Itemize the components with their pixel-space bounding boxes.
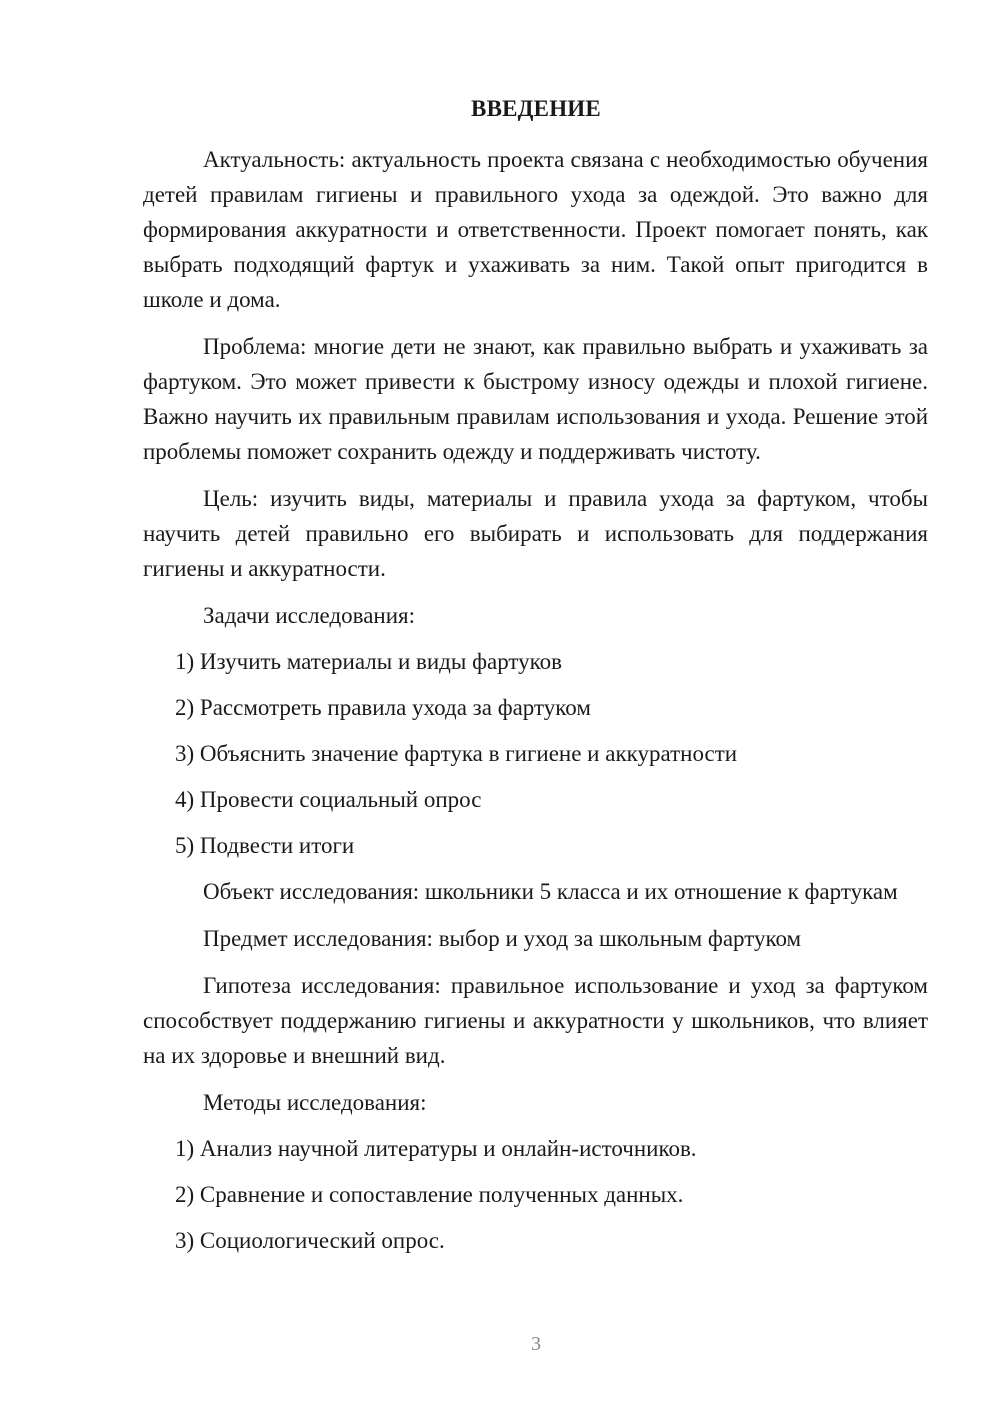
list-item: 3) Социологический опрос. <box>175 1228 445 1253</box>
paragraph-relevance: Актуальность: актуальность проекта связана с необходимостью обучения детей правилам гигиены и правильного ухода за одеждой. Это важно для формирования аккуратности и ответственности. Проект помогает понять, как выбрать подходящий фартук и ухаживать за ним. Такой опыт пригодится в школе и дома. <box>143 147 928 312</box>
paragraph-hypothesis: Гипотеза исследования: правильное использование и уход за фартуком способствует поддержанию гигиены и аккуратности у школьников, что влияет на их здоровье и внешний вид. <box>143 973 928 1068</box>
list-item: 4) Провести социальный опрос <box>175 787 482 812</box>
list-item: 1) Анализ научной литературы и онлайн-источников. <box>175 1136 697 1161</box>
document-body <box>143 142 928 1269</box>
list-item: 1) Изучить материалы и виды фартуков <box>175 649 563 674</box>
list-item: 2) Рассмотреть правила ухода за фартуком <box>175 695 591 720</box>
paragraph-problem: Проблема: многие дети не знают, как правильно выбрать и ухаживать за фартуком. Это может привести к быстрому износу одежды и плохой гигиене. Важно научить их правильным правилам использования и ухода. Решение этой проблемы поможет сохранить одежду и поддерживать чистоту. <box>143 334 928 464</box>
methods-list <box>143 1131 928 1258</box>
tasks-label: Задачи исследования: <box>203 603 416 628</box>
paragraph-subject: Предмет исследования: выбор и уход за школьным фартуком <box>203 926 802 951</box>
page-number: 3 <box>531 1333 541 1355</box>
list-item: 3) Объяснить значение фартука в гигиене и аккуратности <box>175 741 738 766</box>
list-item: 2) Сравнение и сопоставление полученных данных. <box>175 1182 684 1207</box>
methods-label: Методы исследования: <box>203 1090 427 1115</box>
paragraph-goal: Цель: изучить виды, материалы и правила ухода за фартуком, чтобы научить детей правильно его выбирать и использовать для поддержания гигиены и аккуратности. <box>143 486 928 581</box>
paragraph-object: Объект исследования: школьники 5 класса и их отношение к фартукам <box>203 879 898 904</box>
list-item: 5) Подвести итоги <box>175 833 355 858</box>
page-title: ВВЕДЕНИЕ <box>471 96 601 121</box>
tasks-list <box>143 644 928 863</box>
